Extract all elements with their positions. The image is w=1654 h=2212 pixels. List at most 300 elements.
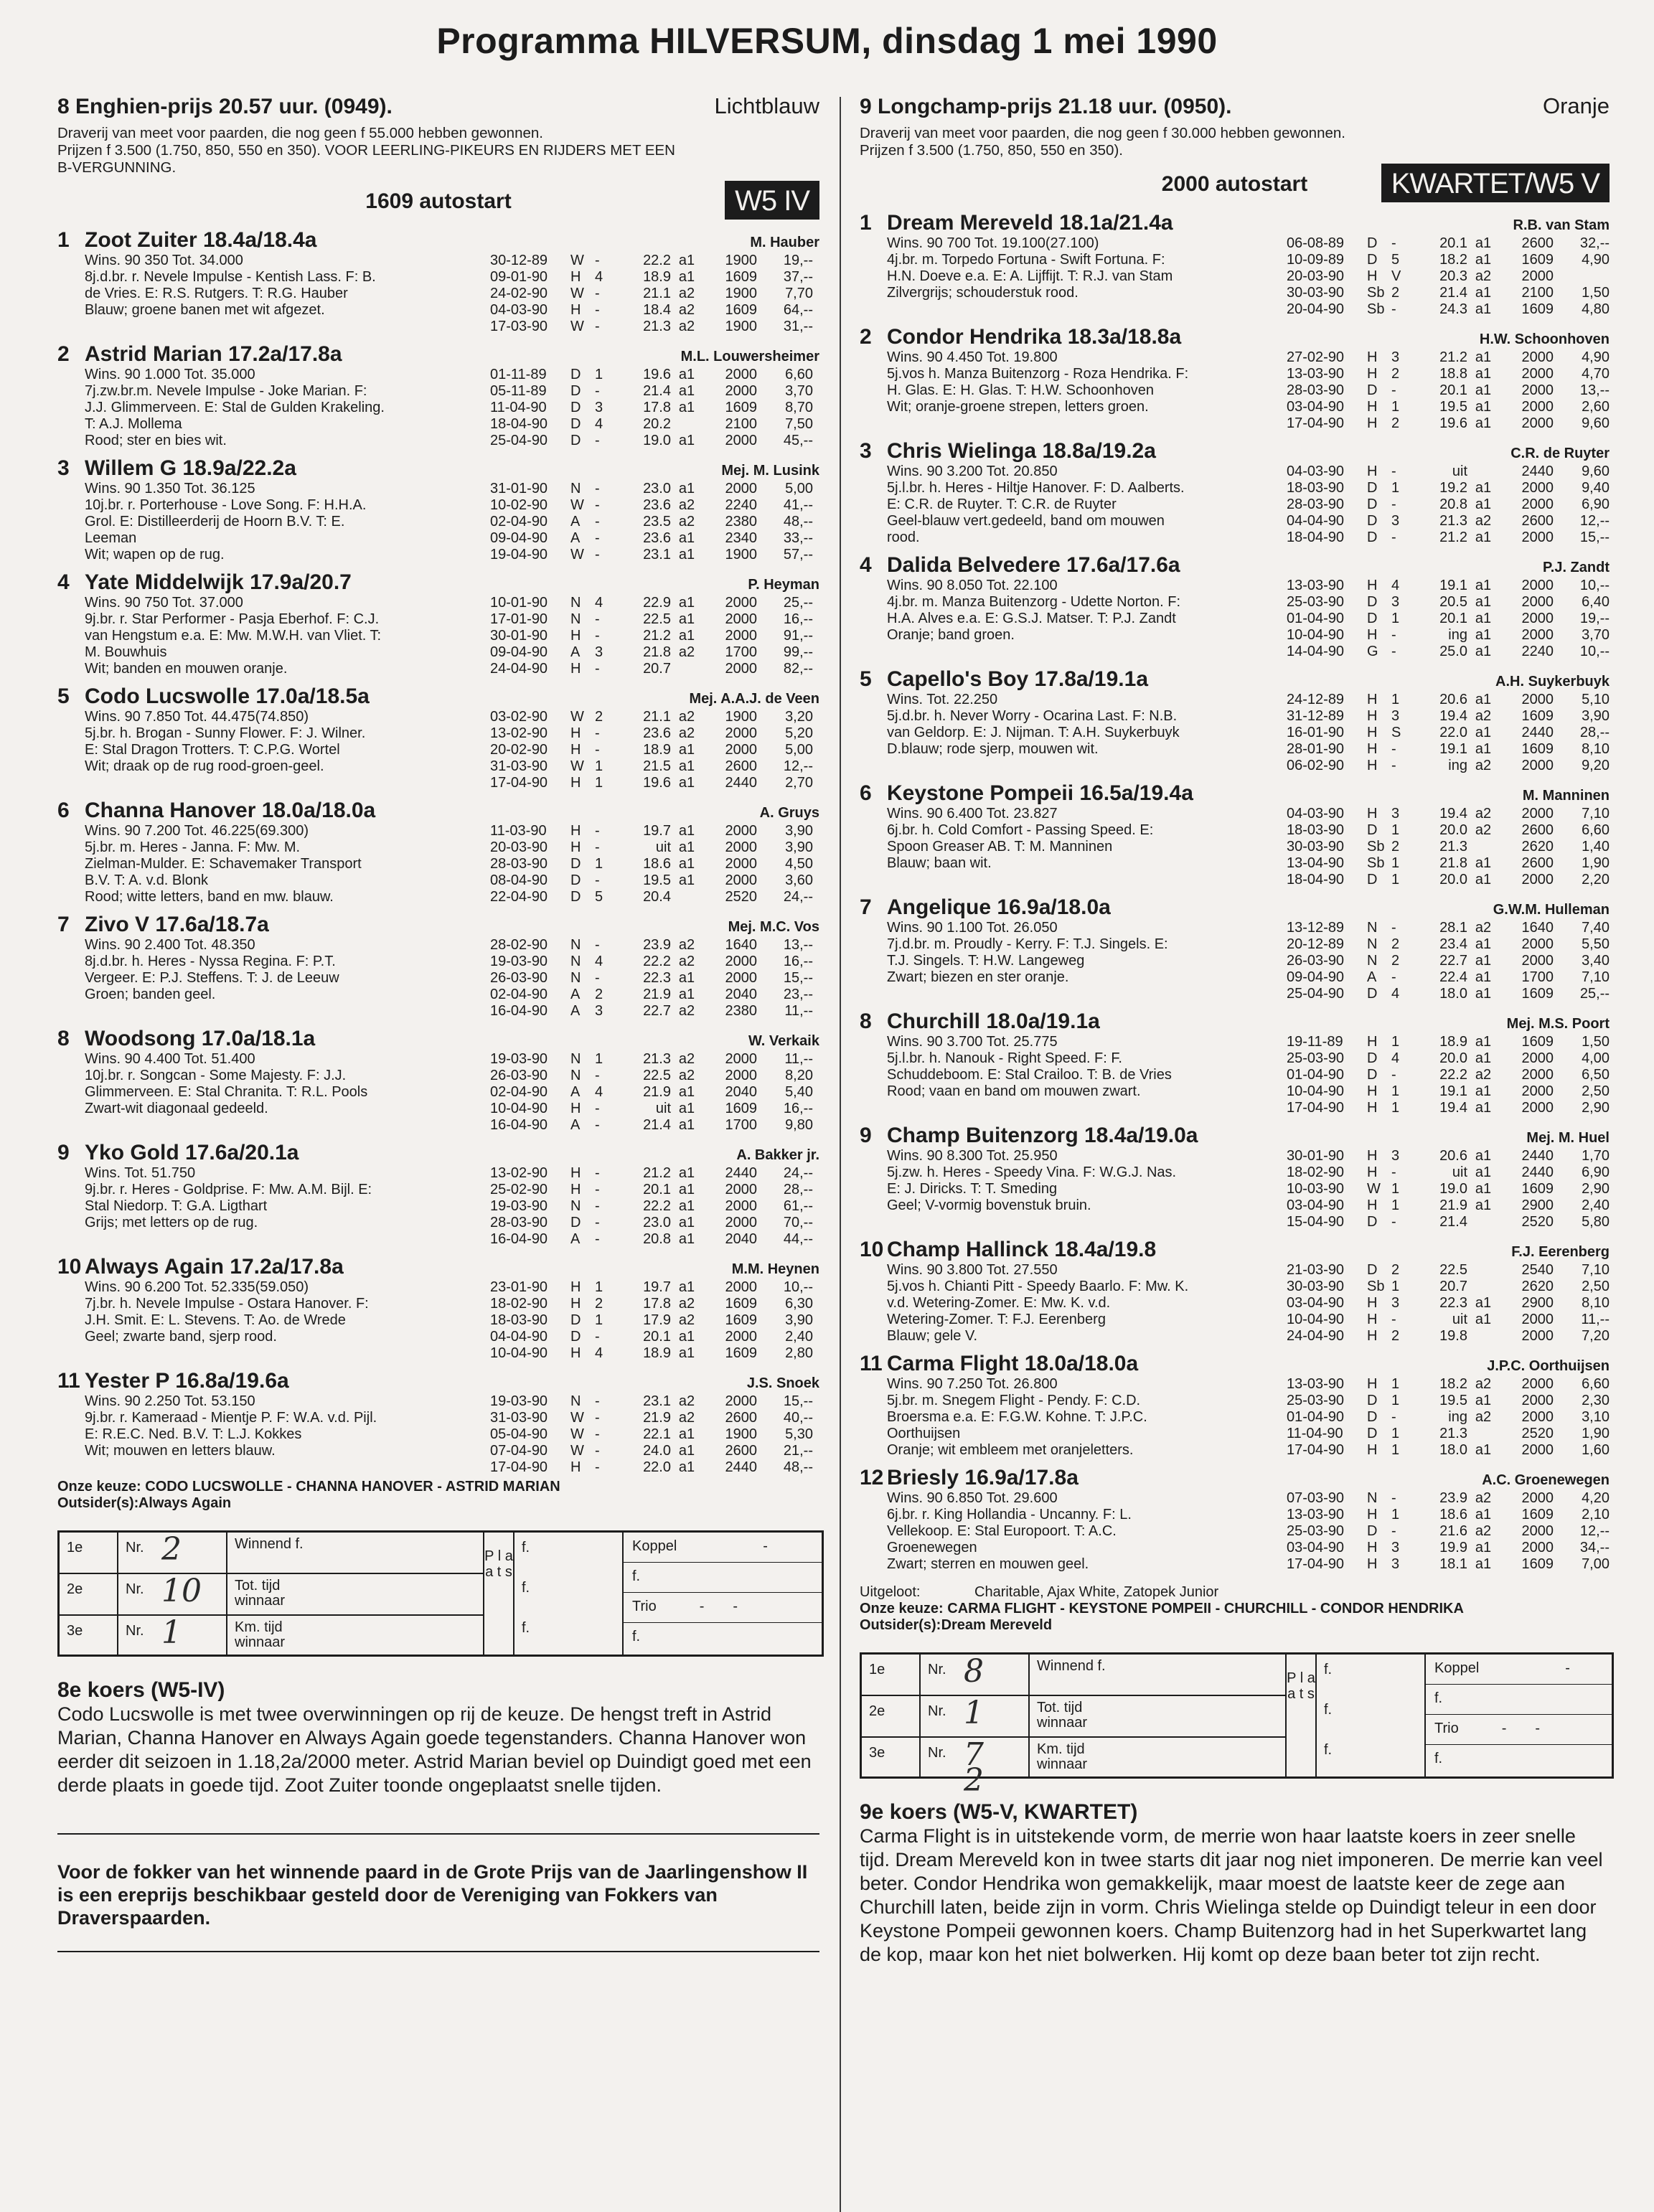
result-cell: 18-02-90 (490, 1296, 548, 1312)
result-cell: a1 (1475, 741, 1492, 757)
amount-field: f. (624, 1563, 822, 1593)
result-cell: 20.2 (643, 416, 671, 432)
outsider-label: Outsider(s): (860, 1617, 941, 1633)
result-cell: 04-03-90 (1287, 806, 1345, 822)
result-row (490, 661, 819, 677)
result-cell: a1 (678, 742, 695, 758)
result-cell: 1 (1391, 1426, 1400, 1441)
info-line: van Hengstum e.a. E: Mw. M.W.H. van Vliet. T: (85, 628, 382, 644)
result-cell: 4 (1391, 578, 1400, 593)
result-cell: a1 (1475, 1393, 1492, 1408)
result-cell: 22.5 (643, 1068, 671, 1083)
result-row (490, 954, 819, 970)
result-cell: 30-01-90 (490, 628, 548, 644)
race-9-uitgeloot (860, 1584, 1610, 1601)
result-cell: - (1391, 463, 1396, 479)
result-cell: 7,10 (1582, 969, 1610, 985)
condition-line: Prijzen f 3.500 (1.750, 850, 550 en 350). (860, 142, 1123, 159)
result-cell: 18.9 (643, 269, 671, 285)
info-line: Wins. 90 750 Tot. 37.000 (85, 595, 243, 611)
result-cell: 1609 (725, 1312, 757, 1328)
horse-name-text: Yester P 16.8a/19.6a (85, 1369, 289, 1393)
horse-results (490, 1279, 819, 1362)
result-cell: 24-12-89 (1287, 692, 1345, 707)
result-cell: - (1391, 1214, 1396, 1230)
result-cell: a1 (678, 839, 695, 855)
result-cell: a1 (1475, 855, 1492, 871)
result-cell: 2000 (725, 823, 757, 839)
result-cell: a1 (678, 530, 695, 546)
column-divider (840, 97, 841, 2212)
koppel-field (624, 1533, 822, 1563)
horse-info (57, 937, 490, 1020)
placing-row (60, 1616, 483, 1656)
horse-details (57, 253, 819, 335)
result-cell: 20.1 (1439, 382, 1467, 398)
horse-details (57, 481, 819, 563)
result-cell: 8,10 (1582, 1295, 1610, 1311)
horse-info (57, 1051, 490, 1134)
result-cell: 21.4 (643, 383, 671, 399)
result-cell: N (570, 954, 581, 969)
plaats-amounts (1317, 1655, 1426, 1776)
result-row (1287, 252, 1610, 268)
result-row (490, 1459, 819, 1476)
result-cell: 2440 (1521, 1164, 1554, 1180)
result-cell: a1 (1475, 382, 1492, 398)
result-cell: a2 (678, 1393, 695, 1409)
result-cell: D (1367, 530, 1378, 545)
result-cell: a1 (678, 775, 695, 791)
result-cell: D (1367, 382, 1378, 398)
result-cell: - (595, 970, 600, 986)
info-line: Wins. Tot. 51.750 (85, 1165, 196, 1181)
horse-name (57, 228, 316, 253)
result-cell: 2000 (725, 1393, 757, 1409)
result-cell: 91,-- (783, 628, 813, 644)
koppel-label: Koppel (632, 1538, 677, 1554)
result-cell: - (595, 611, 600, 627)
result-cell: H (570, 839, 581, 855)
result-row (1287, 953, 1610, 969)
result-cell: 3 (595, 644, 603, 660)
horse-info (57, 481, 490, 563)
result-cell: 06-02-90 (1287, 758, 1345, 773)
result-cell: 2620 (1521, 1279, 1554, 1294)
result-cell (1467, 1426, 1499, 1442)
info-line: Wins. 90 8.300 Tot. 25.950 (887, 1148, 1058, 1164)
result-cell: 2000 (1521, 1067, 1554, 1083)
horse-header (860, 211, 1610, 235)
result-row (1287, 1295, 1610, 1312)
handwritten-number: 2 (964, 1762, 984, 1799)
result-cell: 19-03-90 (490, 1393, 548, 1409)
result-cell: a1 (1475, 872, 1492, 888)
result-cell: 4 (595, 269, 603, 285)
horse-info (860, 1376, 1287, 1459)
result-cell: 2,60 (1582, 399, 1610, 415)
result-cell: 2000 (725, 1279, 757, 1295)
result-cell: 2000 (1521, 936, 1554, 952)
result-cell: 4,90 (1582, 252, 1610, 268)
result-cell: A (570, 644, 581, 660)
result-cell: 18.4 (643, 302, 671, 318)
result-cell: 23.6 (643, 530, 671, 546)
result-cell: 20.0 (1439, 822, 1467, 838)
result-cell: a2 (1475, 1376, 1492, 1392)
result-cell: 2000 (725, 661, 757, 677)
outsider-value: Dream Mereveld (941, 1617, 1053, 1633)
horse-name (860, 1009, 1100, 1034)
result-cell: 20.8 (643, 1231, 671, 1247)
result-cell: 21.4 (1439, 1214, 1467, 1230)
horse-number: 6 (860, 781, 872, 805)
result-row (490, 839, 819, 856)
horse-info (57, 595, 490, 677)
result-cell: 1609 (1521, 1181, 1554, 1197)
result-cell (1467, 1328, 1499, 1345)
result-cell: A (570, 1117, 581, 1133)
horse-trainer: W. Verkaik (748, 1033, 819, 1049)
result-cell: 4 (595, 954, 603, 969)
result-cell: 25,-- (1579, 986, 1610, 1002)
result-cell: D (570, 400, 581, 415)
result-cell (1554, 268, 1610, 285)
result-cell: G (1367, 644, 1378, 659)
horse-results (490, 367, 819, 449)
race-9-keuze (860, 1601, 1610, 1634)
info-line: T.J. Singels. T: H.W. Langeweg (887, 953, 1085, 969)
uitgeloot-value: Charitable, Ajax White, Zatopek Junior (974, 1584, 1219, 1600)
result-cell: W (570, 1443, 584, 1459)
result-cell: 07-03-90 (1287, 1490, 1345, 1506)
result-cell: H (570, 742, 581, 758)
horse-results (1287, 349, 1610, 432)
result-cell: 04-03-90 (490, 302, 548, 318)
result-cell: 17-04-90 (1287, 1556, 1345, 1572)
horse-name (860, 895, 1111, 920)
result-cell: - (595, 497, 600, 513)
result-cell: 2000 (725, 611, 757, 627)
placing-label: 2e (60, 1574, 118, 1614)
race-9-title: 9 Longchamp-prijs 21.18 uur. (0950). (860, 95, 1232, 118)
result-cell: 1640 (725, 937, 757, 953)
result-cell: 25-04-90 (1287, 986, 1345, 1002)
result-cell: a2 (1475, 758, 1492, 773)
result-cell: a1 (1475, 936, 1492, 952)
result-cell: 10-01-90 (490, 595, 548, 611)
result-cell: D (1367, 1393, 1378, 1408)
info-line: Zilvergrijs; schouderstuk rood. (887, 285, 1079, 301)
result-cell: uit (1452, 1312, 1467, 1327)
number-cell (921, 1655, 1030, 1695)
result-cell: 28.1 (1439, 920, 1467, 936)
result-cell: 28,-- (1579, 725, 1610, 740)
result-cell: A (570, 1231, 581, 1247)
result-cell: 2000 (1521, 415, 1554, 431)
horse-details (57, 1165, 819, 1248)
result-cell: 4 (595, 1084, 603, 1100)
horse-number: 3 (860, 439, 872, 463)
result-row (1287, 644, 1610, 660)
result-cell: a1 (1475, 725, 1492, 740)
result-cell: a1 (678, 1443, 695, 1459)
result-cell: 1640 (1521, 920, 1554, 936)
info-line: Wins. 90 350 Tot. 34.000 (85, 253, 243, 268)
result-cell: H (1367, 1507, 1378, 1522)
result-cell: 2,40 (1582, 1197, 1610, 1213)
horse-number: 9 (57, 1141, 70, 1164)
amount-label-line: Winnend f. (235, 1536, 304, 1552)
result-cell: - (1391, 1490, 1396, 1506)
result-cell: - (595, 725, 600, 741)
result-cell: 1,40 (1582, 839, 1610, 855)
result-cell: 2 (595, 1296, 603, 1312)
horse-name-text: Angelique 16.9a/18.0a (887, 895, 1111, 919)
result-row (1287, 415, 1610, 432)
result-cell (1467, 1279, 1499, 1295)
result-cell: 24.0 (643, 1443, 671, 1459)
result-cell: - (595, 823, 600, 839)
result-cell: 21,-- (783, 1443, 813, 1459)
result-cell: 2000 (1521, 692, 1554, 707)
dash: - (733, 1599, 738, 1614)
result-cell: 30-12-89 (490, 253, 548, 268)
horse-name-text: Churchill 18.0a/19.1a (887, 1009, 1100, 1033)
result-cell: 7,10 (1582, 806, 1610, 822)
placing-row (60, 1574, 483, 1616)
result-cell: 20.8 (1439, 496, 1467, 512)
result-cell: 2000 (1521, 1540, 1554, 1556)
condition-line: B-VERGUNNING. (57, 159, 177, 176)
result-cell: 1 (1391, 692, 1400, 707)
info-line: Wins. 90 4.400 Tot. 51.400 (85, 1051, 255, 1067)
result-cell: 21.9 (643, 1410, 671, 1426)
result-cell: a1 (1475, 692, 1492, 707)
result-cell: D (1367, 822, 1378, 838)
result-row (1287, 1181, 1610, 1197)
result-cell: 13-04-90 (1287, 855, 1345, 871)
result-cell: 10-09-89 (1287, 252, 1345, 268)
result-cell: 3 (1391, 513, 1400, 529)
race-8-horse-list (57, 228, 819, 1476)
horse-header (860, 1466, 1610, 1490)
horse-number: 7 (860, 895, 872, 919)
result-cell: a1 (1475, 1164, 1492, 1180)
result-cell: a2 (1475, 708, 1492, 724)
result-cell: 7,40 (1582, 920, 1610, 936)
result-cell: N (570, 611, 581, 627)
result-cell: 5,80 (1582, 1214, 1610, 1230)
result-cell: 10,-- (783, 1279, 813, 1295)
result-cell: A (570, 530, 581, 546)
result-cell: N (570, 481, 581, 496)
result-cell: a1 (1475, 969, 1492, 985)
horse-info (860, 920, 1287, 1002)
dash: - (1535, 1721, 1541, 1736)
result-row (1287, 399, 1610, 415)
result-cell: H (1367, 1540, 1378, 1556)
result-cell: 25.0 (1439, 644, 1467, 659)
horse-details (57, 367, 819, 449)
result-cell: 13-12-89 (1287, 920, 1345, 936)
handwritten-number: 1 (964, 1695, 984, 1731)
result-cell: 2,90 (1582, 1100, 1610, 1116)
result-cell: 2000 (1521, 953, 1554, 969)
info-line: Spoon Greaser AB. T: M. Manninen (887, 839, 1113, 855)
result-cell: 31-12-89 (1287, 708, 1345, 724)
result-cell: 2000 (1521, 480, 1554, 496)
horse-entry (57, 799, 819, 905)
result-cell: N (1367, 920, 1378, 936)
result-row (490, 644, 819, 661)
placing-grid (60, 1533, 484, 1655)
horse-header (860, 1238, 1610, 1262)
info-line: 10j.br. r. Songcan - Some Majesty. F: J.J. (85, 1068, 347, 1083)
result-cell: uit (1452, 1164, 1467, 1180)
amount-label (1030, 1738, 1285, 1778)
result-cell: 02-04-90 (490, 1084, 548, 1100)
result-cell: - (595, 1443, 600, 1459)
result-cell: 19.8 (1439, 1328, 1467, 1344)
number-cell (118, 1616, 227, 1656)
result-cell: 1700 (1521, 969, 1554, 985)
horse-results (1287, 1148, 1610, 1230)
horse-header (57, 1027, 819, 1051)
race-9-horse-list (860, 211, 1610, 1573)
result-cell: 09-04-90 (490, 530, 548, 546)
result-cell: 3 (595, 1003, 603, 1019)
result-cell: H (1367, 1034, 1378, 1050)
result-cell: 04-03-90 (1287, 463, 1345, 479)
result-cell: 28-03-90 (490, 856, 548, 872)
result-row (490, 987, 819, 1003)
result-cell: a2 (678, 1068, 695, 1083)
result-cell: a1 (678, 1426, 695, 1442)
horse-header (860, 781, 1610, 806)
result-cell: 4,90 (1582, 349, 1610, 365)
horse-results (490, 253, 819, 335)
result-cell: 7,10 (1582, 1262, 1610, 1278)
result-cell: a1 (1475, 611, 1492, 626)
bet-types (624, 1533, 822, 1655)
placing-grid (862, 1653, 1287, 1799)
result-cell: 03-04-90 (1287, 399, 1345, 415)
result-cell: D (570, 856, 581, 872)
result-cell: 26-03-90 (490, 970, 548, 986)
result-cell: a1 (1475, 530, 1492, 545)
result-cell: 21.4 (643, 1117, 671, 1133)
result-cell: D (570, 1215, 581, 1230)
result-cell: 19,-- (783, 253, 813, 268)
amount-field: f. (522, 1580, 530, 1596)
result-row (490, 742, 819, 758)
horse-details (57, 595, 819, 677)
horse-results (490, 1165, 819, 1248)
info-line: E: C.R. de Ruyter. T: C.R. de Ruyter (887, 496, 1117, 512)
result-cell: 2000 (725, 383, 757, 399)
result-cell: 20.6 (1439, 692, 1467, 707)
result-row (1287, 578, 1610, 594)
result-cell: 2 (1391, 366, 1400, 382)
result-cell: 9,60 (1582, 415, 1610, 431)
result-cell: 19-11-89 (1287, 1034, 1343, 1050)
info-line: Blauw; baan wit. (887, 855, 992, 871)
horse-name (860, 439, 1156, 463)
result-cell: 19-03-90 (490, 1198, 548, 1214)
result-cell: 1 (1391, 611, 1400, 626)
result-cell: 18-02-90 (1287, 1164, 1345, 1180)
info-line: Wins. 90 1.350 Tot. 36.125 (85, 481, 255, 496)
result-cell: a1 (678, 383, 695, 399)
result-cell: 5,40 (785, 1084, 813, 1100)
horse-entry (860, 1009, 1610, 1116)
horse-info (860, 578, 1287, 660)
result-cell: 03-04-90 (1287, 1197, 1345, 1213)
result-cell: - (595, 1165, 600, 1181)
info-line: Broersma e.a. E: F.G.W. Kohne. T: J.P.C. (887, 1409, 1147, 1425)
result-cell: 17-04-90 (490, 1459, 548, 1475)
result-cell: 2000 (1521, 1100, 1554, 1116)
result-cell: 31,-- (783, 319, 813, 334)
result-cell: - (1391, 644, 1396, 659)
result-cell: A (1367, 969, 1377, 985)
result-cell: 1 (1391, 1279, 1400, 1294)
result-cell: H (1367, 1295, 1378, 1311)
result-cell: 5 (595, 889, 603, 905)
result-cell: 23.9 (643, 937, 671, 953)
info-line: M. Bouwhuis (85, 644, 167, 660)
result-cell: a1 (1475, 480, 1492, 496)
result-cell: N (570, 1051, 581, 1067)
result-cell: 27-02-90 (1287, 349, 1345, 365)
result-cell: W (570, 547, 584, 563)
result-cell: D (570, 367, 581, 382)
result-cell: a1 (678, 1329, 695, 1345)
result-cell: 19.0 (1439, 1181, 1467, 1197)
result-cell: 20.5 (1439, 594, 1467, 610)
result-row (490, 253, 819, 269)
result-cell: N (1367, 936, 1378, 952)
horse-name (57, 1141, 299, 1165)
horse-trainer: C.R. de Ruyter (1510, 446, 1610, 461)
result-cell: 1 (1391, 1442, 1400, 1458)
result-cell: a1 (678, 758, 695, 774)
info-line: 5j.vos h. Chianti Pitt - Speedy Baarlo. F: Mw. K. (887, 1279, 1189, 1294)
horse-name-text: Capello's Boy 17.8a/19.1a (887, 667, 1148, 691)
result-cell: 16,-- (783, 1101, 813, 1116)
result-cell: 9,40 (1582, 480, 1610, 496)
info-line: D.blauw; rode sjerp, mouwen wit. (887, 741, 1099, 757)
result-cell: 2100 (1521, 285, 1554, 301)
result-cell: a1 (678, 1215, 695, 1230)
result-cell: 2000 (1521, 1490, 1554, 1506)
horse-name (860, 211, 1173, 235)
result-cell: 19.7 (643, 1279, 671, 1295)
result-cell: a2 (678, 319, 695, 334)
result-cell: 19.0 (643, 433, 671, 448)
result-cell: 20.4 (643, 889, 671, 905)
result-cell: 3,90 (1582, 708, 1610, 724)
result-cell: H (1367, 415, 1378, 431)
result-cell: 48,-- (783, 514, 813, 530)
result-cell: 2 (1391, 1328, 1400, 1344)
info-line: Glimmerveen. E: Stal Chranita. T: R.L. Pools (85, 1084, 368, 1100)
result-cell: 32,-- (1579, 235, 1610, 251)
result-cell: 26-03-90 (1287, 953, 1345, 969)
info-line: Grol. E: Distilleerderij de Hoorn B.V. T: E. (85, 514, 345, 530)
result-cell: H (1367, 692, 1378, 707)
